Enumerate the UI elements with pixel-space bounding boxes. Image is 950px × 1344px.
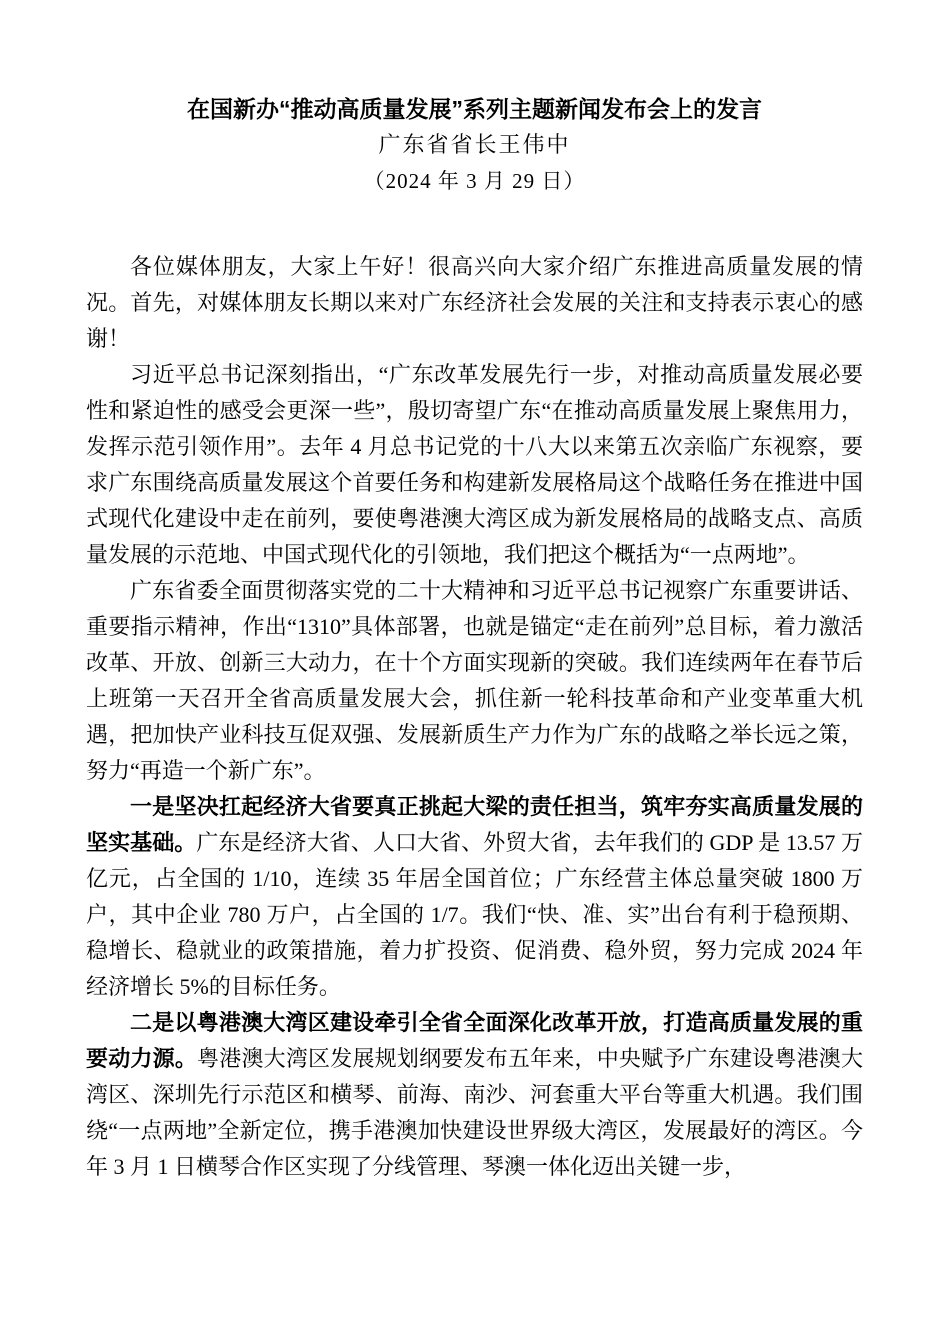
document-author: 广东省省长王伟中 (378, 132, 571, 157)
paragraph-text: 广东是经济大省、人口大省、外贸大省，去年我们的 GDP 是 13.57 万亿元，占全国的 1/10，连续 35 年居全国首位；广东经营主体总量突破 1800 万户，其中企业 780 万户，占全国的 1/7。我们“快、准、实”出台有利于稳预期、稳增长、稳就业的政策措施，着力扩投资、促消费、稳外贸，努力完成 2024 年经济增长 5%的目标任务。 (86, 830, 863, 999)
paragraph-point-two (86, 1005, 863, 1185)
paragraph-text: 习近平总书记深刻指出，“广东改革发展先行一步，对推动高质量发展必要性和紧迫性的感受会更深一些”，殷切寄望广东“在推动高质量发展上聚焦用力，发挥示范引领作用”。去年 4 月总书记党的十八大以来第五次亲临广东视察，要求广东围绕高质量发展这个首要任务和构建新发展格局这个战略任务在推进中国式现代化建设中走在前列，要使粤港澳大湾区成为新发展格局的战略支点、高质量发展的示范地、中国式现代化的引领地，我们把这个概括为“一点两地”。 (86, 362, 863, 567)
paragraph-text: 广东省委全面贯彻落实党的二十大精神和习近平总书记视察广东重要讲话、重要指示精神，作出“1310”具体部署，也就是锚定“走在前列”总目标，着力激活改革、开放、创新三大动力，在十个方面实现新的突破。我们连续两年在春节后上班第一天召开全省高质量发展大会，抓住新一轮科技革命和产业变革重大机遇，把加快产业科技互促双强、发展新质生产力作为广东的战略之举长远之策，努力“再造一个新广东”。 (86, 578, 863, 783)
paragraph-greeting (86, 249, 863, 357)
paragraph-provincial-deployment (86, 573, 863, 789)
paragraph-text: 粤港澳大湾区发展规划纲要发布五年来，中央赋予广东建设粤港澳大湾区、深圳先行示范区和横琴、前海、南沙、河套重大平台等重大机遇。我们围绕“一点两地”全新定位，携手港澳加快建设世界级大湾区，发展最好的湾区。今年 3 月 1 日横琴合作区实现了分线管理、琴澳一体化迈出关键一步， (86, 1046, 863, 1179)
paragraph-lead-bold: 一是坚决扛起经济大省要真正挑起大梁的责任担当，筑牢夯实高质量发展的坚实基础。 (86, 794, 863, 855)
paragraph-xi-quote (86, 357, 863, 573)
document-body (86, 249, 863, 1185)
document-date: （2024 年 3 月 29 日） (363, 169, 586, 193)
paragraph-lead-bold: 二是以粤港澳大湾区建设牵引全省全面深化改革开放，打造高质量发展的重要动力源。 (86, 1010, 863, 1071)
paragraph-text: 各位媒体朋友，大家上午好！很高兴向大家介绍广东推进高质量发展的情况。首先，对媒体朋友长期以来对广东经济社会发展的关注和支持表示衷心的感谢！ (86, 254, 863, 351)
document-title: 在国新办“推动高质量发展”系列主题新闻发布会上的发言 (187, 96, 762, 122)
paragraph-point-one (86, 789, 863, 1005)
